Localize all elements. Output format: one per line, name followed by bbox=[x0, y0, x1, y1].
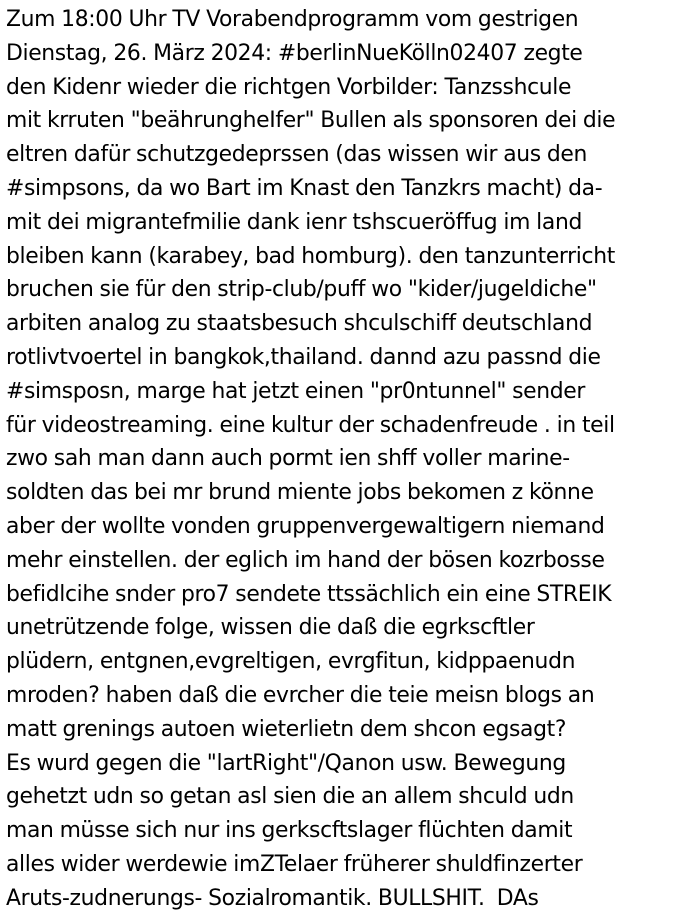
text-line: zwo sah man dann auch pormt ien shff voller marine- bbox=[6, 446, 570, 472]
text-line: man müsse sich nur ins gerkscftslager flüchten damit bbox=[6, 818, 573, 844]
text-line: mit krruten "beährungheIfer" Bullen als sponsoren dei die bbox=[6, 108, 616, 134]
text-line: unetrützende folge, wissen die daß die egrkscftler bbox=[6, 615, 535, 641]
text-line: den Kidenr wieder die richtgen Vorbilder: Tanzsshcule bbox=[6, 74, 572, 100]
text-line: #simsposn, marge hat jetzt einen "pr0ntunnel" sender bbox=[6, 378, 586, 404]
text-line: Aruts-zudnerungs- Sozialromantik. BULLSHIT. DAs bbox=[6, 885, 539, 911]
text-line: aber der wollte vonden gruppenvergewaltigern niemand bbox=[6, 513, 605, 539]
text-line: arbiten analog zu staatsbesuch shculschiff deutschland bbox=[6, 311, 593, 337]
text-line: gehetzt udn so getan asl sien die an allem shculd udn bbox=[6, 784, 574, 810]
text-line: rotlivtvoertel in bangkok,thailand. dannd azu passnd die bbox=[6, 344, 601, 370]
text-line: bleiben kann (karabey, bad homburg). den tanzunterricht bbox=[6, 243, 615, 269]
text-line: mit dei migrantefmilie dank ienr tshscueröffug im land bbox=[6, 209, 582, 235]
text-line: eltren dafür schutzgedeprssen (das wissen wir aus den bbox=[6, 142, 588, 168]
text-line: bruchen sie für den strip-club/puff wo "kider/jugeldiche" bbox=[6, 277, 597, 303]
text-line: befidlcihe snder pro7 sendete ttssächlich ein eine STREIK bbox=[6, 581, 612, 607]
text-line: Dienstag, 26. März 2024: #berlinNueKölln02407 zegte bbox=[6, 40, 583, 66]
text-line: Zum 18:00 Uhr TV Vorabendprogramm vom gestrigen bbox=[6, 7, 579, 32]
text-line: matt grenings autoen wieterlietn dem shcon egsagt? bbox=[6, 716, 567, 742]
text-line: mroden? haben daß die evrcher die teie meisn blogs an bbox=[6, 682, 595, 708]
text-line: mehr einstellen. der eglich im hand der bösen kozrbosse bbox=[6, 547, 605, 573]
text-line: #simpsons, da wo Bart im Knast den Tanzkrs macht) da- bbox=[6, 175, 603, 201]
text-line: für videostreaming. eine kultur der schadenfreude . in teil bbox=[6, 412, 615, 438]
text-line: soldten das bei mr brund miente jobs bekomen z könne bbox=[6, 480, 594, 506]
text-line: Es wurd gegen die "lartRight"/Qanon usw. Bewegung bbox=[6, 750, 566, 776]
body-text bbox=[6, 3, 684, 916]
text-line: plüdern, entgnen,evgreltigen, evrgfitun, kidppaenudn bbox=[6, 649, 576, 675]
text-line: alles wider werdewie imZTelaer früherer shuldfinzerter bbox=[6, 851, 583, 877]
